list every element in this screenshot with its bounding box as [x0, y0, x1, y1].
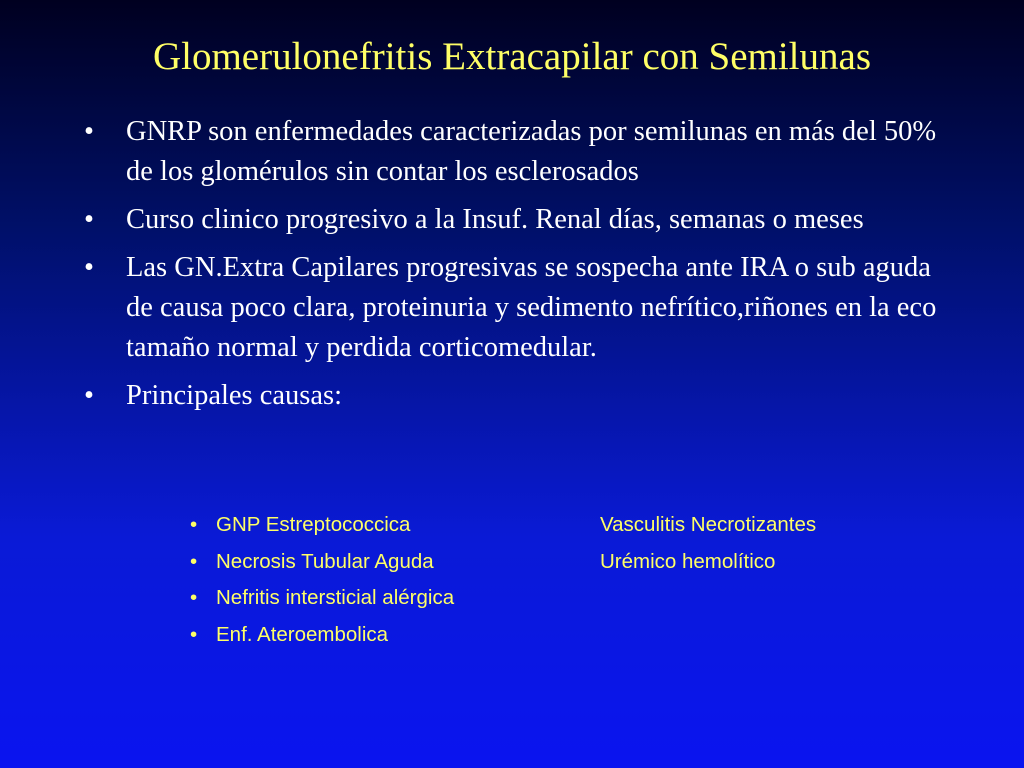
cause-item	[190, 544, 600, 581]
causes-row	[190, 580, 910, 617]
cause-text: Nefritis intersticial alérgica	[216, 586, 455, 609]
bullet-text: Principales causas:	[126, 380, 343, 411]
bullet-text: GNRP son enfermedades caracterizadas por semilunas en más del 50% de los glomérulos sin contar los esclerosados	[126, 116, 937, 187]
causes-list	[190, 507, 910, 653]
cause-item	[190, 617, 600, 654]
cause-text: GNP Estreptococcica	[216, 513, 411, 536]
causes-row	[190, 544, 910, 581]
cause-item-right: Vasculitis Necrotizantes	[600, 513, 817, 536]
bullet-marker: •	[84, 252, 94, 283]
bullet-text: Las GN.Extra Capilares progresivas se sospecha ante IRA o sub aguda de causa poco clara, proteinuria y sedimento nefrítico,riñones en la eco tamaño normal y perdida corticomedular.	[126, 252, 937, 363]
bullet-item	[84, 248, 964, 368]
cause-item	[190, 507, 600, 544]
cause-text: Enf. Ateroembolica	[216, 622, 389, 646]
bullet-item	[84, 376, 964, 416]
cause-item-right: Urémico hemolítico	[600, 549, 776, 573]
bullet-item	[84, 112, 964, 192]
bullet-marker: •	[84, 116, 94, 147]
cause-item	[190, 580, 600, 617]
slide-title: Glomerulonefritis Extracapilar con Semilunas	[152, 35, 872, 78]
sub-bullet-marker: •	[190, 622, 198, 646]
bullet-item	[84, 200, 964, 240]
bullet-marker: •	[84, 380, 94, 411]
bullet-text: Curso clinico progresivo a la Insuf. Renal días, semanas o meses	[126, 204, 864, 235]
sub-bullet-marker: •	[190, 513, 198, 536]
bullet-marker: •	[84, 204, 94, 235]
sub-bullet-marker: •	[190, 549, 198, 573]
cause-item-right	[600, 580, 910, 617]
bullet-list	[84, 112, 964, 424]
cause-item-right	[600, 617, 910, 654]
causes-row	[190, 617, 910, 654]
causes-row	[190, 507, 910, 544]
sub-bullet-marker: •	[190, 586, 198, 609]
cause-text: Necrosis Tubular Aguda	[216, 549, 434, 573]
